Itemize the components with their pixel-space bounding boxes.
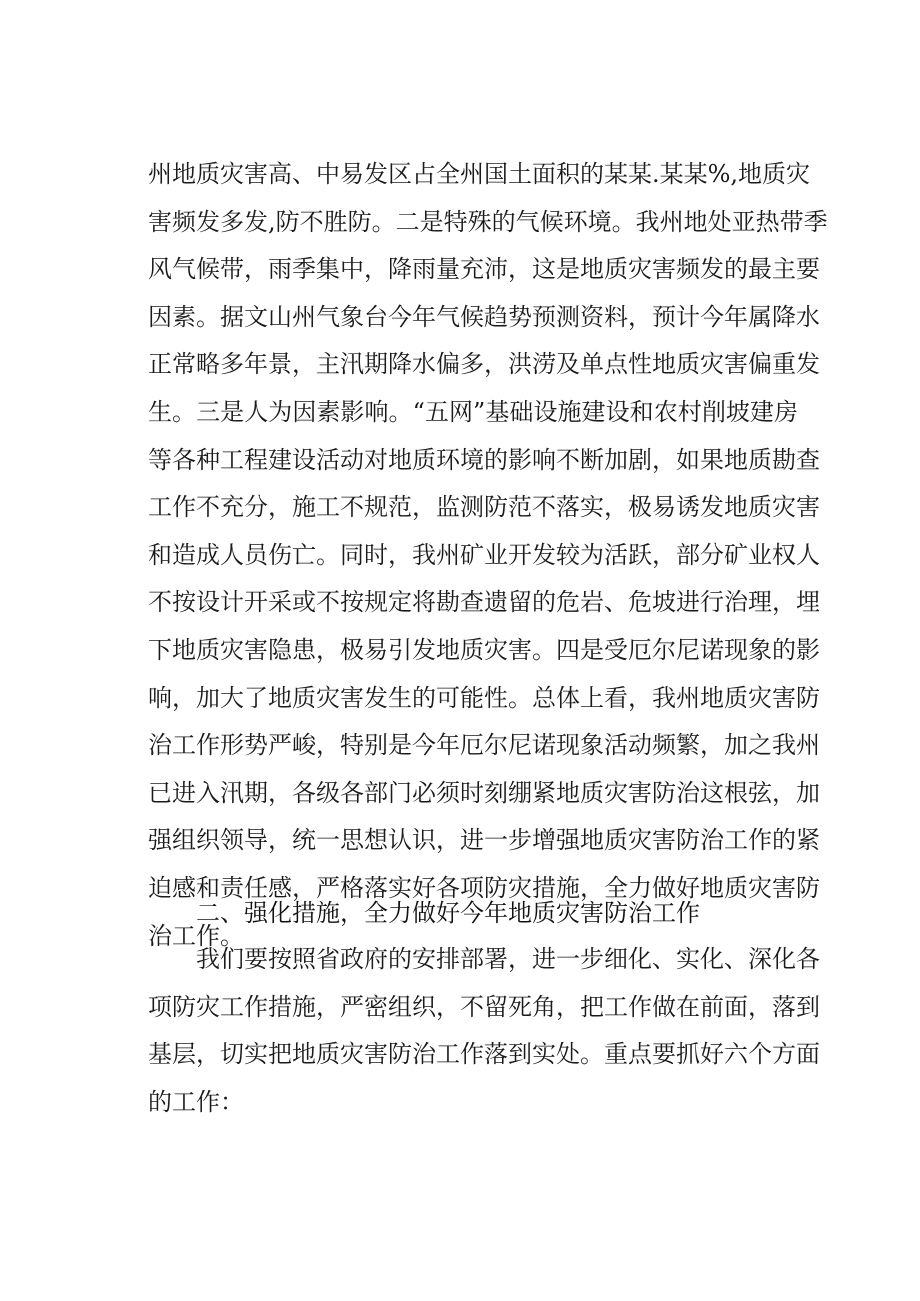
text-line: 害频发多发,防不胜防。二是特殊的气候环境。我州地处亚热带季 (148, 207, 828, 236)
text-line: 治工作形势严峻，特别是今年厄尔尼诺现象活动频繁，加之我州 (148, 731, 820, 760)
text-line: 基层，切实把地质灾害防治工作落到实处。重点要抓好六个方面 (148, 1040, 820, 1069)
text-line: 州地质灾害高、中易发区占全州国土面积的某某.某某%,地质灾 (148, 160, 811, 188)
body-paragraph-1 (148, 151, 828, 960)
text-line: 项防灾工作措施，严密组织，不留死角，把工作做在前面，落到 (148, 992, 820, 1021)
text-line: 响，加大了地质灾害发生的可能性。总体上看，我州地质灾害防 (148, 683, 820, 712)
text-line: 正常略多年景，主汛期降水偏多，洪涝及单点性地质灾害偏重发 (148, 350, 820, 379)
text-line: 治工作。 (148, 921, 244, 950)
text-line: 强组织领导，统一思想认识，进一步增强地质灾害防治工作的紧 (148, 826, 820, 855)
text-line: 我们要按照省政府的安排部署，进一步细化、实化、深化各 (196, 945, 820, 973)
text-line: 和造成人员伤亡。同时，我州矿业开发较为活跃，部分矿业权人 (148, 540, 820, 569)
text-line: 因素。据文山州气象台今年气候趋势预测资料，预计今年属降水 (148, 302, 820, 331)
text-line: 风气候带，雨季集中，降雨量充沛，这是地质灾害频发的最主要 (148, 255, 820, 284)
text-line: 的工作： (148, 1087, 244, 1116)
body-paragraph-2 (148, 936, 820, 1126)
text-line: 不按设计开采或不按规定将勘查遗留的危岩、危坡进行治理，埋 (148, 588, 820, 617)
text-line: 迫感和责任感，严格落实好各项防灾措施，全力做好地质灾害防 (148, 873, 820, 902)
section-heading: 二、强化措施，全力做好今年地质灾害防治工作 (196, 899, 700, 927)
text-line: 生。三是人为因素影响。“五网”基础设施建设和农村削坡建房 (148, 397, 798, 426)
text-line: 已进入汛期，各级各部门必须时刻绷紧地质灾害防治这根弦，加 (148, 778, 820, 807)
text-line: 下地质灾害隐患，极易引发地质灾害。四是受厄尔尼诺现象的影 (148, 635, 820, 664)
text-line: 工作不充分，施工不规范，监测防范不落实，极易诱发地质灾害 (148, 493, 820, 522)
text-line: 等各种工程建设活动对地质环境的影响不断加剧，如果地质勘查 (148, 445, 820, 474)
